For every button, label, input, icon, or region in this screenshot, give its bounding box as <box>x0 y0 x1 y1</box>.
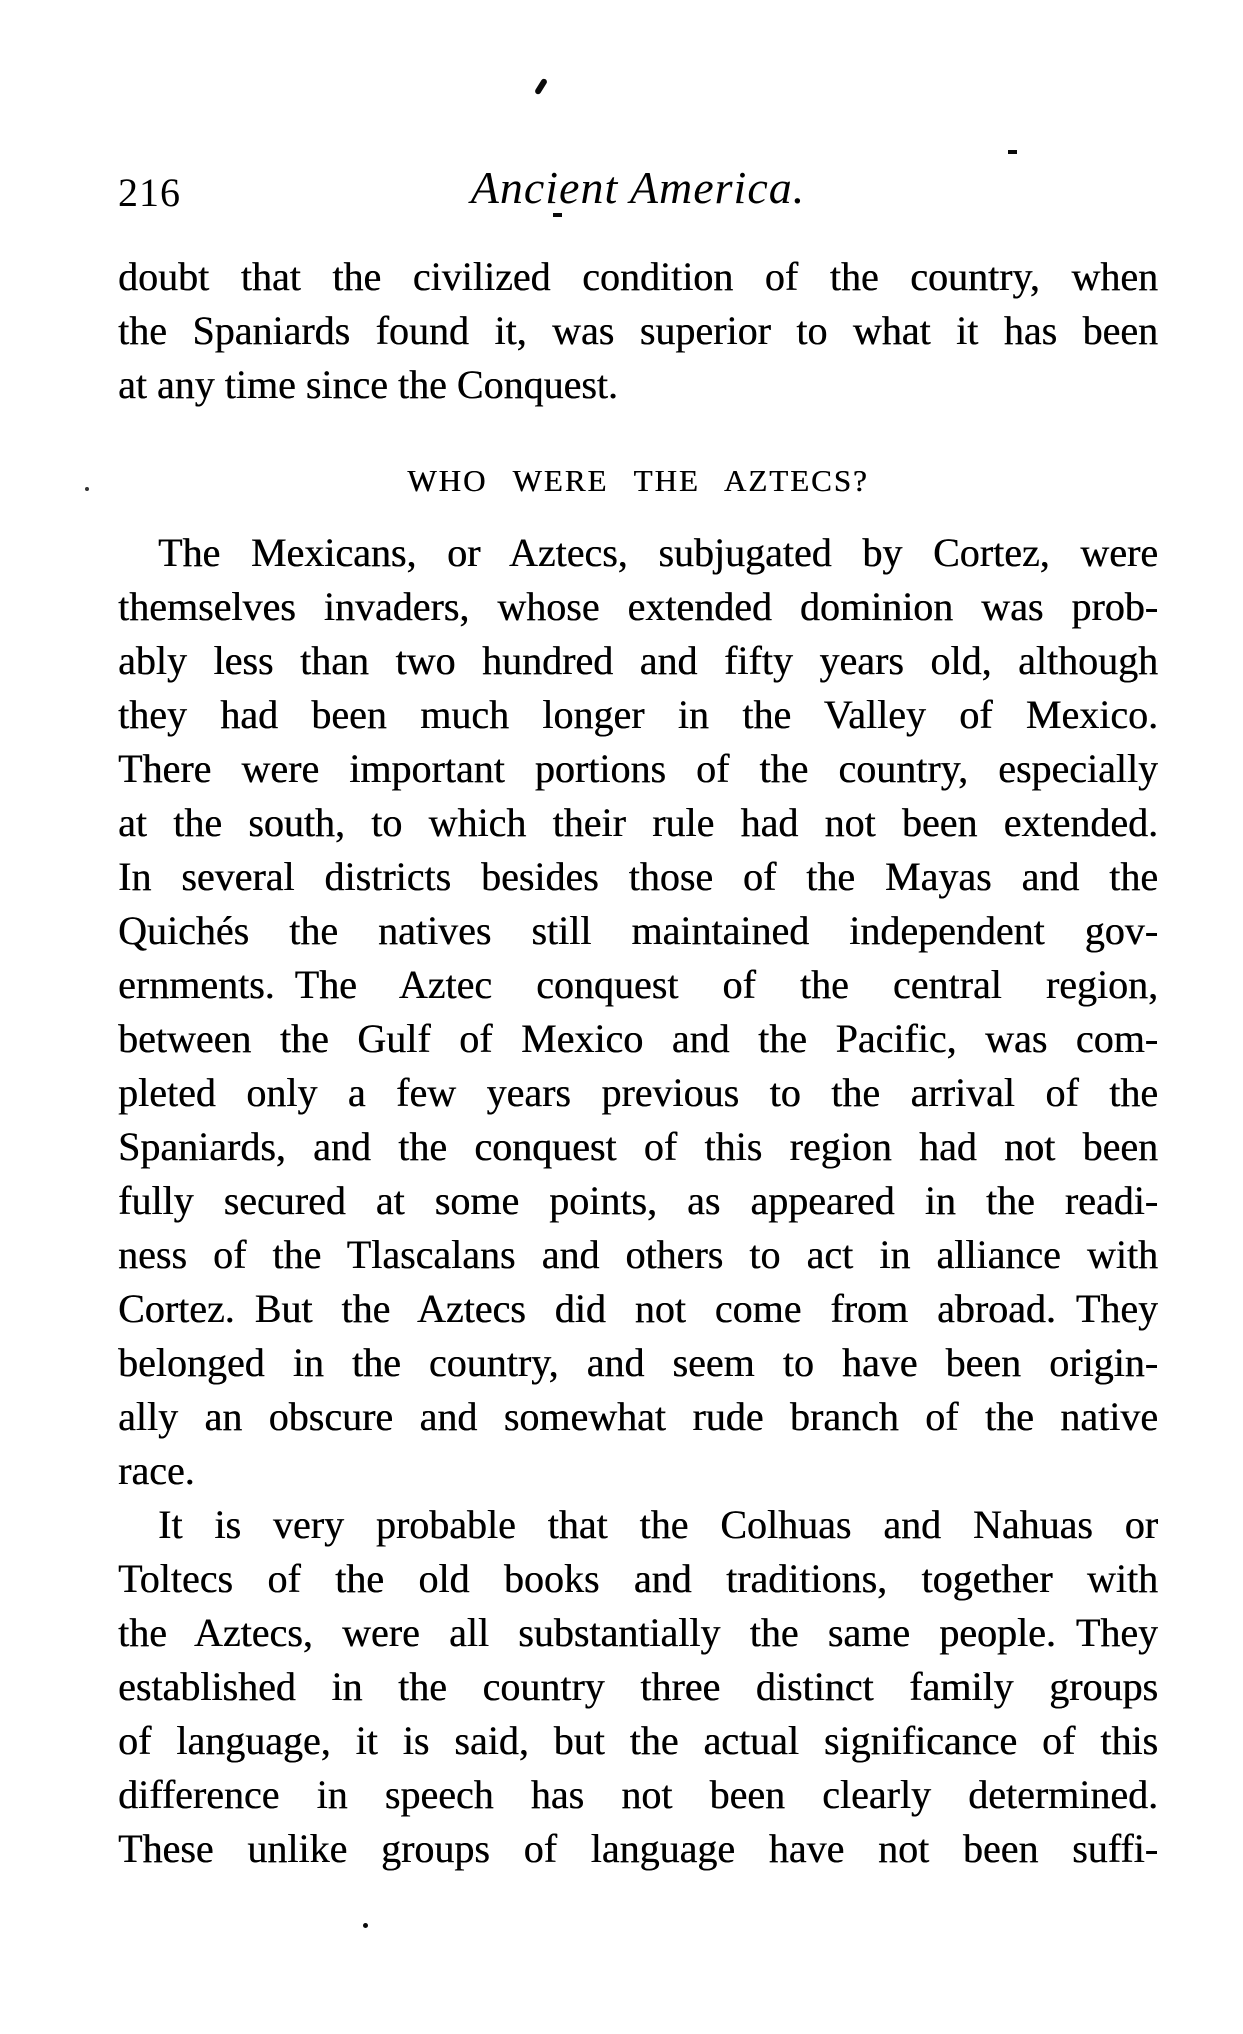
ink-speck <box>85 487 89 491</box>
text-line: the Spaniards found it, was superior to what it has been <box>118 308 1158 353</box>
ink-speck <box>534 78 548 96</box>
text-line: ally an obscure and somewhat rude branch of the native <box>118 1394 1158 1439</box>
body-text <box>118 250 1158 1876</box>
ink-speck <box>553 213 562 217</box>
text-line: It is very probable that the Colhuas and Nahuas or <box>158 1502 1158 1547</box>
text-line: Cortez. But the Aztecs did not come from abroad. They <box>118 1286 1158 1331</box>
text-line: The Mexicans, or Aztecs, subjugated by Cortez, were <box>158 530 1158 575</box>
text-line: ably less than two hundred and fifty years old, although <box>118 638 1158 683</box>
text-line: pleted only a few years previous to the arrival of the <box>118 1070 1158 1115</box>
paragraph <box>118 1498 1158 1876</box>
text-line: of language, it is said, but the actual significance of this <box>118 1718 1158 1763</box>
text-line: These unlike groups of language have not been suffi- <box>118 1826 1158 1871</box>
text-line: the Aztecs, were all substantially the same people. They <box>118 1610 1158 1655</box>
text-line: ernments. The Aztec conquest of the central region, <box>118 962 1158 1007</box>
section-heading: WHO WERE THE AZTECS? <box>407 463 869 498</box>
text-line: themselves invaders, whose extended dominion was prob- <box>118 584 1158 629</box>
text-line: doubt that the civilized condition of the country, when <box>118 254 1158 299</box>
text-line: ness of the Tlascalans and others to act in alliance with <box>118 1232 1158 1277</box>
text-line: In several districts besides those of the Mayas and the <box>118 854 1158 899</box>
paragraph <box>118 526 1158 1498</box>
text-line: race. <box>118 1448 195 1493</box>
text-line: fully secured at some points, as appeared in the readi- <box>118 1178 1158 1223</box>
text-line: at any time since the Conquest. <box>118 362 618 407</box>
text-line: belonged in the country, and seem to have been origin- <box>118 1340 1158 1385</box>
ink-speck <box>363 1923 368 1928</box>
text-line: Quichés the natives still maintained independent gov- <box>118 908 1158 953</box>
text-line: they had been much longer in the Valley of Mexico. <box>118 692 1158 737</box>
page-number: 216 <box>118 170 181 215</box>
text-line: difference in speech has not been clearly determined. <box>118 1772 1158 1817</box>
paragraph-continued <box>118 250 1158 412</box>
running-header-title: Ancient America. <box>470 162 806 213</box>
text-line: Spaniards, and the conquest of this region had not been <box>118 1124 1158 1169</box>
text-line: established in the country three distinct family groups <box>118 1664 1158 1709</box>
text-line: between the Gulf of Mexico and the Pacific, was com- <box>118 1016 1158 1061</box>
ink-speck <box>1008 150 1017 154</box>
text-line: There were important portions of the country, especially <box>118 746 1158 791</box>
text-line: at the south, to which their rule had not been extended. <box>118 800 1158 845</box>
text-line: Toltecs of the old books and traditions, together with <box>118 1556 1158 1601</box>
